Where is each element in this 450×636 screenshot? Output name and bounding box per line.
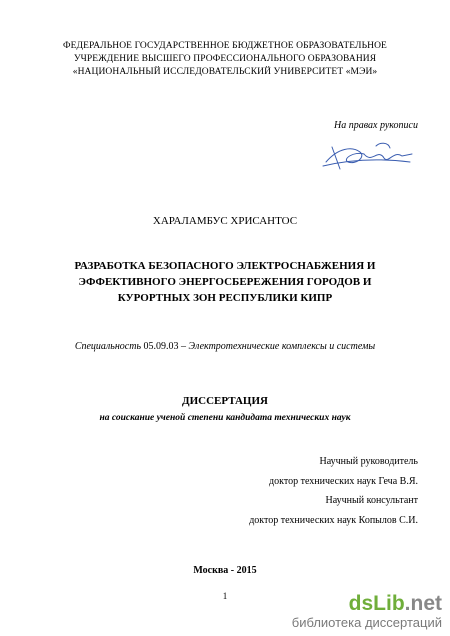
manuscript-note: На правах рукописи <box>334 120 418 131</box>
consultant-label: Научный консультант <box>325 495 418 506</box>
city-year: Москва - 2015 <box>193 565 257 576</box>
watermark-logo <box>292 593 442 615</box>
watermark-brand-2: .net <box>404 592 442 615</box>
title-line-1: РАЗРАБОТКА БЕЗОПАСНОГО ЭЛЕКТРОСНАБЖЕНИЯ И <box>74 260 376 272</box>
page-number: 1 <box>222 591 228 601</box>
title-line-2: ЭФФЕКТИВНОГО ЭНЕРГОСБЕРЕЖЕНИЯ ГОРОДОВ И <box>78 276 372 288</box>
watermark <box>292 593 442 630</box>
specialty-label: Специальность <box>74 341 142 352</box>
document-type: ДИССЕРТАЦИЯ <box>182 395 268 407</box>
watermark-subtitle: библиотека диссертаций <box>291 615 442 630</box>
specialty-name: Электротехнические комплексы и системы <box>188 341 376 352</box>
author-name: ХАРАЛАМБУС ХРИСАНТОС <box>152 215 298 227</box>
consultant-name: доктор технических наук Копылов С.И. <box>249 514 418 526</box>
degree-line: на соискание ученой степени кандидата технических наук <box>99 413 351 423</box>
institution-line-1: ФЕДЕРАЛЬНОЕ ГОСУДАРСТВЕННОЕ БЮДЖЕТНОЕ ОБРАЗОВАТЕЛЬНОЕ <box>63 41 387 51</box>
signature-image <box>318 138 418 174</box>
watermark-brand-1: dsLib <box>348 592 405 615</box>
supervisor-name: доктор технических наук Геча В.Я. <box>269 475 418 487</box>
title-line-3: КУРОРТНЫХ ЗОН РЕСПУБЛИКИ КИПР <box>117 292 333 304</box>
institution-line-2: УЧРЕЖДЕНИЕ ВЫСШЕГО ПРОФЕССИОНАЛЬНОГО ОБРАЗОВАНИЯ <box>73 54 377 64</box>
supervisor-label: Научный руководитель <box>319 456 418 467</box>
specialty-dash: – <box>181 341 187 352</box>
dissertation-title <box>0 258 450 306</box>
specialty-code: 05.09.03 <box>143 341 179 352</box>
supervisors-block <box>249 452 418 530</box>
specialty-line <box>0 341 450 352</box>
institution-line-3: «НАЦИОНАЛЬНЫЙ ИССЛЕДОВАТЕЛЬСКИЙ УНИВЕРСИТЕТ «МЭИ» <box>72 67 378 77</box>
institution-block <box>0 40 450 79</box>
